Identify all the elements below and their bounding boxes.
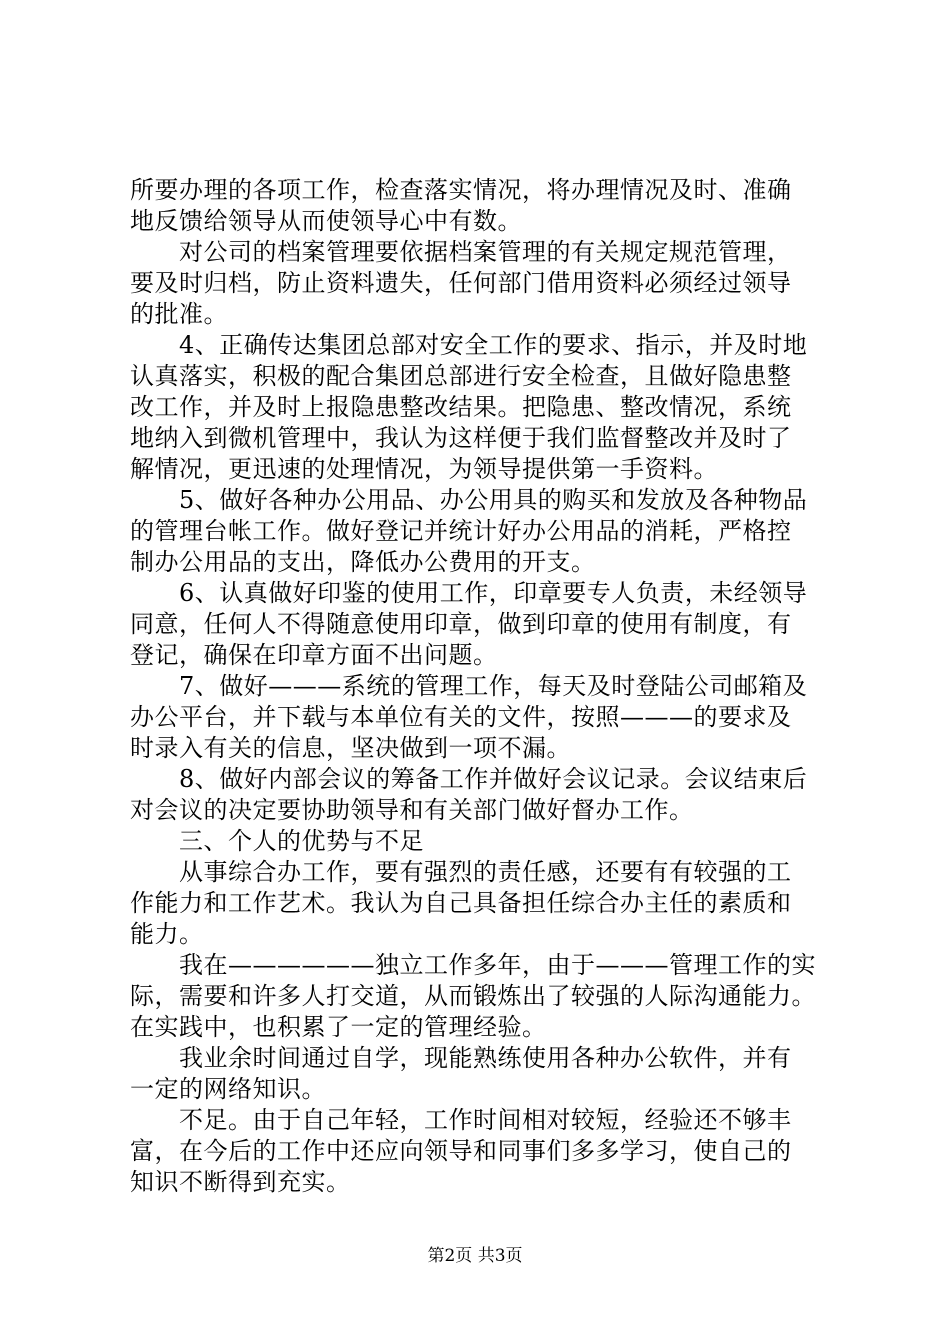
text-line: 从事综合办工作，要有强烈的责任感，还要有有较强的工 xyxy=(130,858,792,886)
text-line: 我在——————独立工作多年，由于———管理工作的实 xyxy=(130,951,816,979)
text-line: 对公司的档案管理要依据档案管理的有关规定规范管理， xyxy=(130,238,792,266)
text-line: 对会议的决定要协助领导和有关部门做好督办工作。 xyxy=(130,796,694,824)
text-line: 认真落实，积极的配合集团总部进行安全检查，且做好隐患整 xyxy=(130,362,792,390)
text-line: 办公平台，并下载与本单位有关的文件，按照———的要求及 xyxy=(130,703,792,731)
text-line: 在实践中，也积累了一定的管理经验。 xyxy=(130,1013,547,1041)
text-line: 8、做好内部会议的筹备工作并做好会议记录。会议结束后 xyxy=(130,765,808,793)
text-line: 时录入有关的信息，坚决做到一项不漏。 xyxy=(130,734,571,762)
text-line: 一定的网络知识。 xyxy=(130,1075,326,1103)
text-line: 地反馈给领导从而使领导心中有数。 xyxy=(130,207,522,235)
text-line: 的批准。 xyxy=(130,300,228,328)
text-line: 6、认真做好印鉴的使用工作，印章要专人负责，未经领导 xyxy=(130,579,808,607)
text-line: 我业余时间通过自学，现能熟练使用各种办公软件，并有 xyxy=(130,1044,792,1072)
text-line: 际，需要和许多人打交道，从而锻炼出了较强的人际沟通能力。 xyxy=(130,982,816,1010)
text-line: 的管理台帐工作。做好登记并统计好办公用品的消耗，严格控 xyxy=(130,517,792,545)
text-line: 4、正确传达集团总部对安全工作的要求、指示，并及时地 xyxy=(130,331,808,359)
text-line: 地纳入到微机管理中，我认为这样便于我们监督整改并及时了 xyxy=(130,424,792,452)
text-line: 作能力和工作艺术。我认为自己具备担任综合办主任的素质和 xyxy=(130,889,792,917)
text-line: 解情况，更迅速的处理情况，为领导提供第一手资料。 xyxy=(130,455,718,483)
section-heading: 三、个人的优势与不足 xyxy=(130,827,424,855)
text-line: 能力。 xyxy=(130,920,204,948)
text-line: 知识不断得到充实。 xyxy=(130,1168,351,1196)
text-line: 5、做好各种办公用品、办公用具的购买和发放及各种物品 xyxy=(130,486,808,514)
text-line: 要及时归档，防止资料遗失，任何部门借用资料必须经过领导 xyxy=(130,269,792,297)
text-line: 改工作，并及时上报隐患整改结果。把隐患、整改情况，系统 xyxy=(130,393,792,421)
text-line: 同意，任何人不得随意使用印章，做到印章的使用有制度，有 xyxy=(130,610,792,638)
text-line: 登记，确保在印章方面不出问题。 xyxy=(130,641,498,669)
text-line: 7、做好———系统的管理工作，每天及时登陆公司邮箱及 xyxy=(130,672,808,700)
text-line: 所要办理的各项工作，检查落实情况，将办理情况及时、准确 xyxy=(130,176,792,204)
text-line: 富，在今后的工作中还应向领导和同事们多多学习，使自己的 xyxy=(130,1137,792,1165)
text-line: 制办公用品的支出，降低办公费用的开支。 xyxy=(130,548,596,576)
page-footer: 第2页 共3页 xyxy=(427,1246,523,1266)
text-line: 不足。由于自己年轻，工作时间相对较短，经验还不够丰 xyxy=(130,1106,792,1134)
